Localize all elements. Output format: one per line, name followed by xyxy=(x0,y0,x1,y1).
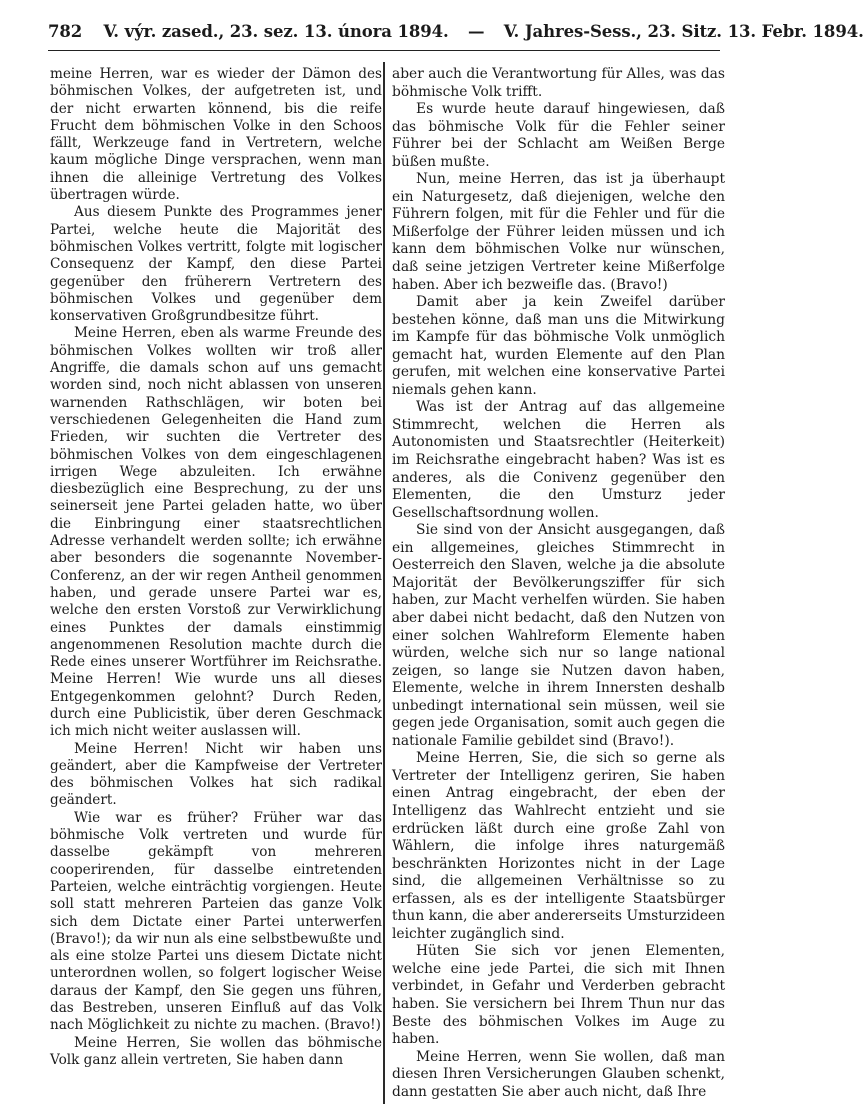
paragraph: Meine Herren, wenn Sie wollen, daß man diesen Ihren Versicherungen Glauben schenkt, dann gestatten Sie aber auch nicht, daß Ihre xyxy=(392,1048,725,1100)
paragraph: Hüten Sie sich vor jenen Elementen, welche eine jede Partei, die sich mit Ihnen verbindet, in Gefahr und Verderben gebracht haben. Sie versichern bei Ihrem Thun nur das Beste des böhmischen Volkes im Auge zu haben. xyxy=(392,943,725,1048)
paragraph: Was ist der Antrag auf das allgemeine Stimmrecht, welchen die Herren als Autonomisten und Staatsrechtler (Heiterkeit) im Reichsrathe eingebracht haben? Was ist es anderes, als die Conivenz gegenüber den Elementen, die den Umsturz jeder Gesellschaftsordnung wollen. xyxy=(392,399,725,521)
paragraph: Aus diesem Punkte des Programmes jener Partei, welche heute die Majorität des böhmischen Volkes vertritt, folgte mit logischer Consequenz der Kampf, den diese Partei gegenüber den früherern Vertretern des böhmischen Volkes und gegenüber dem konservativen Großgrundbesitze führt. xyxy=(50,204,382,325)
right-column xyxy=(392,66,725,1101)
german-session-title: V. Jahres-Sess., 23. Sitz. 13. Febr. 1894. xyxy=(503,22,864,41)
header-separator: — xyxy=(468,22,485,41)
paragraph: Wie war es früher? Früher war das böhmische Volk vertreten und wurde für dasselbe gekämpft von mehreren cooperirenden, für dasselbe eintretenden Parteien, welche einträchtig vorgiengen. Heute soll statt mehreren Parteien das ganze Volk sich dem Dictate einer Partei unterwerfen (Bravo!); da wir nun als eine selbstbewußte und als eine stolze Partei uns diesem Dictate nicht unterordnen wollen, so folgert logischer Weise daraus der Kampf, den Sie gegen uns führen, das Bestreben, unseren Einfluß auf das Volk nach Möglichkeit zu nichte zu machen. (Bravo!) xyxy=(50,809,382,1034)
paragraph: Es wurde heute darauf hingewiesen, daß das böhmische Volk für die Fehler seiner Führer bei der Schlacht am Weißen Berge büßen mußte. xyxy=(392,101,725,170)
page-number: 782 xyxy=(48,22,83,41)
left-column xyxy=(50,66,382,1069)
czech-session-title: V. výr. zased., 23. sez. 13. února 1894. xyxy=(103,22,449,41)
paragraph: Meine Herren, Sie wollen das böhmische Volk ganz allein vertreten, Sie haben dann xyxy=(50,1034,382,1068)
paragraph: meine Herren, war es wieder der Dämon des böhmischen Volkes, der aufgetreten ist, und der nicht erwarten könnend, bis die reife Frucht dem böhmischen Volke in den Schoos fällt, Werkzeuge fand in Vertretern, welche kaum mögliche Dinge versprachen, wenn man ihnen die alleinige Vertretung des Volkes übertragen würde. xyxy=(50,66,382,204)
paragraph: Meine Herren! Nicht wir haben uns geändert, aber die Kampfweise der Vertreter des böhmischen Volkes hat sich radikal geändert. xyxy=(50,740,382,809)
paragraph: Meine Herren, Sie, die sich so gerne als Vertreter der Intelligenz geriren, Sie haben einen Antrag eingebracht, der eben der Intelligenz das Wahlrecht entzieht und sie erdrücken läßt durch eine große Zahl von Wählern, die infolge ihres naturgemäß beschränkten Horizontes nicht in der Lage sind, die allgemeinen Verhältnisse so zu erfassen, als es der intelligente Staatsbürger thun kann, die aber andererseits Umsturzideen leichter zugänglich sind. xyxy=(392,750,725,942)
paragraph: Meine Herren, eben als warme Freunde des böhmischen Volkes wollten wir troß aller Angriffe, die damals schon auf uns gemacht worden sind, noch nicht ablassen von unseren warnenden Rathschlägen, wir boten bei verschiedenen Gelegenheiten die Hand zum Frieden, wir suchten die Vertreter des böhmischen Volkes von dem eingeschlagenen irrigen Wege abzuleiten. Ich erwähne diesbezüglich eine Besprechung, zu der uns seinerseit jene Partei geladen hatte, wo über die Einbringung einer staatsrechtlichen Adresse verhandelt werden sollte; ich erwähne aber besonders die sogenannte November-Conferenz, an der wir regen Antheil genommen haben, und gerade unsere Partei war es, welche den ersten Vorstoß zur Verwirklichung eines Punktes der damals einstimmig angenommenen Resolution machte durch die Rede eines unserer Wortführer im Reichsrathe. Meine Herren! Wie wurde uns all dieses Entgegenkommen gelohnt? Durch Reden, durch eine Publicistik, über deren Geschmack ich mich nicht weiter auslassen will. xyxy=(50,325,382,740)
page-header xyxy=(48,22,864,51)
paragraph: Sie sind von der Ansicht ausgegangen, daß ein allgemeines, gleiches Stimmrecht in Oesterreich den Slaven, welche ja die absolute Majorität der Bevölkerungsziffer für sich haben, zur Macht verhelfen würden. Sie haben aber dabei nicht bedacht, daß den Nutzen von einer solchen Wahlreform Elemente haben würden, welche sich nur so lange national zeigen, so lange sie Nutzen davon haben, Elemente, welche in ihrem Innersten deshalb unbedingt international sein müssen, weil sie gegen jede Organisation, somit auch gegen die nationale Familie gebildet sind (Bravo!). xyxy=(392,522,725,749)
column-divider xyxy=(383,62,385,1104)
paragraph: aber auch die Verantwortung für Alles, was das böhmische Volk trifft. xyxy=(392,66,725,100)
paragraph: Damit aber ja kein Zweifel darüber bestehen könne, daß man uns die Mitwirkung im Kampfe für das böhmische Volk unmöglich gemacht hat, wurden Elemente auf den Plan gerufen, mit welchen eine konservative Partei niemals gehen kann. xyxy=(392,294,725,398)
paragraph: Nun, meine Herren, das ist ja überhaupt ein Naturgesetz, daß diejenigen, welche den Führern folgen, mit für die Fehler und für die Mißerfolge der Führer leiden müssen und ich kann dem böhmischen Volke nur wünschen, daß seine jetzigen Vertreter keine Mißerfolge haben. Aber ich bezweifle das. (Bravo!) xyxy=(392,171,725,293)
